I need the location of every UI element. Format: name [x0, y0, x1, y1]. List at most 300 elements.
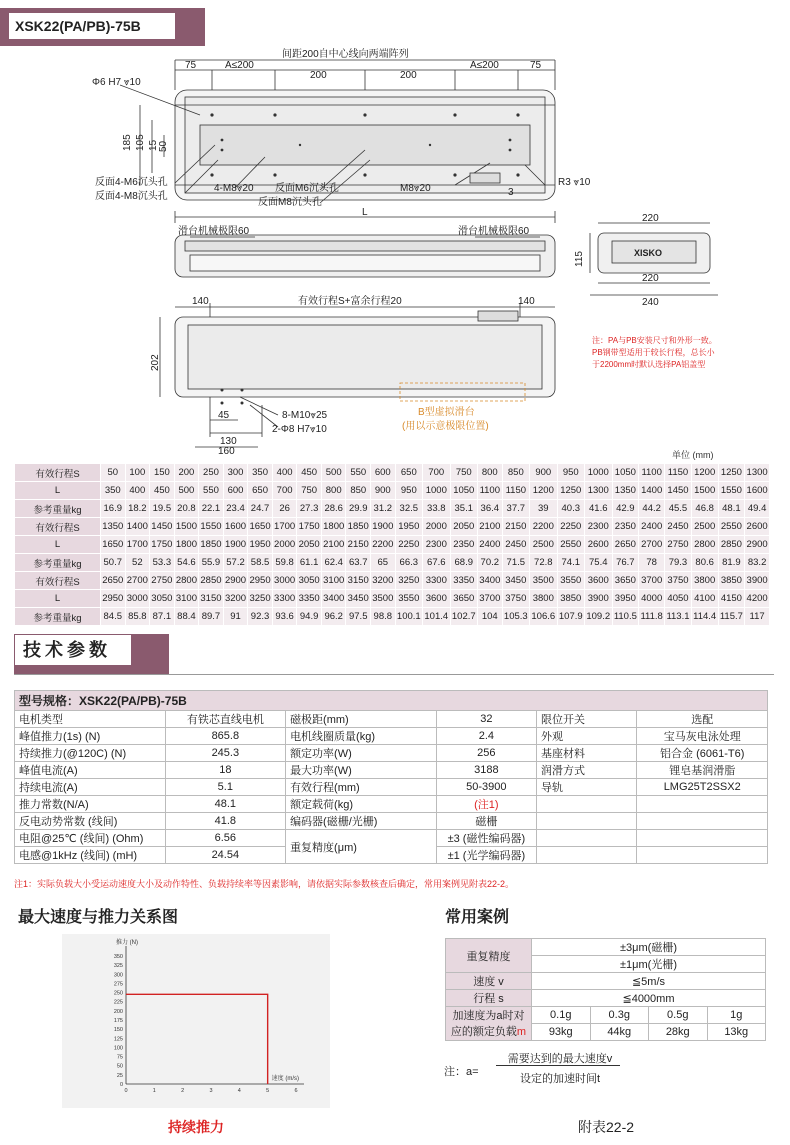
y-tick-label: 125 [113, 1036, 123, 1043]
table-cell: 250 [199, 464, 224, 482]
table-cell: 91 [223, 608, 248, 626]
table-cell: 3100 [321, 572, 346, 590]
spec-label: 导轨 [537, 779, 637, 796]
table-cell: 2650 [101, 572, 126, 590]
spec-value: 选配 [637, 711, 768, 728]
table-cell: 2750 [665, 536, 692, 554]
repeat-value: ±1μm(光栅) [532, 956, 766, 973]
spec-row [15, 762, 768, 779]
table-cell: 49.4 [745, 500, 770, 518]
table-cell: 2900 [223, 572, 248, 590]
spec-label [537, 847, 637, 864]
table-cell: 113.1 [665, 608, 692, 626]
table-cell: 2550 [718, 518, 745, 536]
table-cell: 2250 [557, 518, 584, 536]
table-cell: 900 [371, 482, 396, 500]
spec-value [637, 830, 768, 847]
dim-label: 反面4-M6沉头孔 [95, 177, 168, 188]
table-cell: 1100 [639, 464, 665, 482]
table-cell: 2500 [530, 536, 557, 554]
table-cell: 46.8 [691, 500, 718, 518]
spec-label: 有效行程(mm) [286, 779, 437, 796]
y-axis-label: 推力 (N) [116, 940, 138, 946]
table-cell: 29.9 [346, 500, 371, 518]
table-cell: 110.5 [612, 608, 639, 626]
table-cell: 70.2 [478, 554, 503, 572]
spec-value: 41.8 [165, 813, 285, 830]
table-cell: 83.2 [745, 554, 770, 572]
table-row [15, 482, 770, 500]
table-cell: 650 [248, 482, 273, 500]
row-header: 有效行程S [15, 464, 101, 482]
x-tick-label: 6 [294, 1088, 298, 1094]
y-tick-label: 325 [113, 963, 123, 970]
spec-value: 5.1 [165, 779, 285, 796]
table-cell: 1750 [150, 536, 175, 554]
table-cell: 1250 [718, 464, 745, 482]
y-tick-label: 100 [113, 1045, 123, 1052]
table-cell: 102.7 [450, 608, 477, 626]
table-row [15, 590, 770, 608]
dim-label: 75 [530, 60, 542, 71]
table-cell: 42.9 [612, 500, 639, 518]
x-tick-label: 3 [209, 1088, 213, 1094]
spec-label: 基座材料 [537, 745, 637, 762]
y-tick-label: 225 [113, 999, 123, 1006]
table-cell: 63.7 [346, 554, 371, 572]
table-cell: 600 [371, 464, 396, 482]
fraction-bar [496, 1065, 620, 1066]
table-cell: 1450 [665, 482, 692, 500]
spec-label: 电机类型 [15, 711, 166, 728]
table-cell: 1200 [530, 482, 557, 500]
table-cell: 100.1 [395, 608, 422, 626]
table-cell: 94.9 [297, 608, 322, 626]
table-cell: 104 [478, 608, 503, 626]
y-tick-label: 275 [113, 981, 123, 988]
table-cell: 3300 [423, 572, 450, 590]
table-cell: 3350 [450, 572, 477, 590]
logo-text: XISKO [634, 248, 663, 258]
speed-force-chart [62, 934, 330, 1108]
spec-label: 磁极距(mm) [286, 711, 437, 728]
table-cell: 3050 [150, 590, 175, 608]
table-cell: 500 [321, 464, 346, 482]
spec-label: 反电动势常数 (线间) [15, 813, 166, 830]
spec-row [15, 728, 768, 745]
table-cell: 550 [199, 482, 224, 500]
table-cell: 1250 [557, 482, 584, 500]
y-tick-label: 25 [116, 1072, 123, 1079]
table-cell: 50.7 [101, 554, 126, 572]
table-cell: 3150 [199, 590, 224, 608]
spec-value: 有铁芯直线电机 [165, 711, 285, 728]
table-cell: 1550 [199, 518, 224, 536]
table-cell: 3250 [248, 590, 273, 608]
table-cell: 3750 [665, 572, 692, 590]
spec-value: 50-3900 [436, 779, 536, 796]
x-tick-label: 1 [152, 1088, 156, 1094]
table-cell: 1900 [371, 518, 396, 536]
table-cell: 2850 [718, 536, 745, 554]
table-cell: 150 [150, 464, 175, 482]
table-cell: 111.8 [639, 608, 665, 626]
spec-value: 锂皂基润滑脂 [637, 762, 768, 779]
table-cell: 2400 [478, 536, 503, 554]
spec-value: 865.8 [165, 728, 285, 745]
x-tick-label: 5 [266, 1088, 270, 1094]
table-cell: 3400 [478, 572, 503, 590]
table-cell: 350 [101, 482, 126, 500]
table-cell: 3350 [297, 590, 322, 608]
table-cell: 2800 [691, 536, 718, 554]
table-cell: 750 [450, 464, 477, 482]
table-cell: 3050 [297, 572, 322, 590]
table-cell: 1700 [125, 536, 150, 554]
y-tick-label: 250 [113, 990, 123, 997]
table-cell: 3450 [502, 572, 529, 590]
table-cell: 3600 [585, 572, 612, 590]
y-tick-label: 300 [113, 972, 123, 979]
table-cell: 3000 [125, 590, 150, 608]
table-cell: 1850 [199, 536, 224, 554]
dim-label: 滑台机械极限60 [458, 226, 530, 237]
load-cell: 13kg [707, 1024, 766, 1041]
table-cell: 3650 [450, 590, 477, 608]
table-cell: 68.9 [450, 554, 477, 572]
dim-label: 间距200自中心线向两端阵列 [282, 49, 409, 60]
table-cell: 1200 [691, 464, 718, 482]
table-cell: 1950 [248, 536, 273, 554]
table-row [15, 464, 770, 482]
table-cell: 1000 [585, 464, 612, 482]
dim-label: A≤200 [470, 60, 499, 71]
table-cell: 31.2 [371, 500, 396, 518]
formula-prefix: 注：a= [444, 1066, 479, 1078]
acc-cell: 1g [707, 1007, 766, 1024]
table-cell: 1450 [150, 518, 175, 536]
table-cell: 2100 [321, 536, 346, 554]
table-cell: 41.6 [585, 500, 612, 518]
chart-container [62, 934, 330, 1108]
table-cell: 67.6 [423, 554, 450, 572]
table-cell: 89.7 [199, 608, 224, 626]
table-cell: 32.5 [395, 500, 422, 518]
table-cell: 3800 [530, 590, 557, 608]
dim-label: 140 [518, 296, 535, 307]
table-cell: 1550 [718, 482, 745, 500]
dim-label: 75 [185, 60, 197, 71]
speed-value: ≦5m/s [532, 973, 766, 990]
spec-row [15, 711, 768, 728]
y-tick-label: 175 [113, 1018, 123, 1024]
table-row [15, 518, 770, 536]
acc-cell: 0.5g [649, 1007, 708, 1024]
table-cell: 3550 [557, 572, 584, 590]
spec-label: 电感@1kHz (线间) (mH) [15, 847, 166, 864]
y-tick-label: 50 [116, 1063, 123, 1070]
table-cell: 2300 [423, 536, 450, 554]
spec-label [537, 796, 637, 813]
table-cell: 115.7 [718, 608, 745, 626]
series-line [126, 994, 268, 1084]
table-cell: 22.1 [199, 500, 224, 518]
table-cell: 1150 [665, 464, 692, 482]
table-cell: 4050 [665, 590, 692, 608]
table-cell: 20.8 [174, 500, 199, 518]
table-cell: 84.5 [101, 608, 126, 626]
acc-cell: 0.1g [532, 1007, 591, 1024]
dim-label: 240 [642, 297, 659, 308]
spec-label: 润滑方式 [537, 762, 637, 779]
chart-title: 最大速度与推力关系图 [18, 909, 179, 926]
repeat-label: 重复精度 [446, 939, 532, 973]
table-cell: 105.3 [502, 608, 529, 626]
spec-value: 6.56 [165, 830, 285, 847]
table-cell: 3700 [478, 590, 503, 608]
dim-label: 反面M6沉头孔 [275, 183, 339, 194]
table-cell: 58.5 [248, 554, 273, 572]
table-cell: 98.8 [371, 608, 396, 626]
table-cell: 2350 [612, 518, 639, 536]
dim-label: 105 [135, 134, 146, 151]
row-header: 参考重量kg [15, 554, 101, 572]
table-cell: 1950 [395, 518, 422, 536]
title-bar [0, 8, 205, 46]
table-cell: 850 [346, 482, 371, 500]
table-cell: 3900 [585, 590, 612, 608]
spec-value: 磁栅 [436, 813, 536, 830]
table-cell: 400 [272, 464, 297, 482]
spec-label: 重复精度(μm) [286, 830, 437, 864]
table-row [15, 608, 770, 626]
table-row [15, 536, 770, 554]
dim-label: 140 [192, 296, 209, 307]
spec-value: 18 [165, 762, 285, 779]
spec-model: 型号规格：XSK22(PA/PB)-75B [15, 691, 768, 711]
table-cell: 19.5 [150, 500, 175, 518]
dim-label: 3 [508, 187, 514, 198]
table-cell: 950 [395, 482, 422, 500]
table-cell: 3150 [346, 572, 371, 590]
table-cell: 2650 [612, 536, 639, 554]
dim-label: M8⩔20 [400, 183, 431, 194]
spec-label: 电机线圈质量(kg) [286, 728, 437, 745]
row-header: L [15, 536, 101, 554]
table-cell: 107.9 [557, 608, 584, 626]
spec-label: 限位开关 [537, 711, 637, 728]
table-cell: 1800 [174, 536, 199, 554]
table-cell: 87.1 [150, 608, 175, 626]
table-cell: 1350 [612, 482, 639, 500]
table-cell: 2450 [502, 536, 529, 554]
row-header: 参考重量kg [15, 500, 101, 518]
table-cell: 1050 [450, 482, 477, 500]
spec-value: 24.54 [165, 847, 285, 864]
dim-label: 2-Φ8 H7⩔10 [272, 424, 327, 435]
table-cell: 2400 [639, 518, 665, 536]
table-cell: 2500 [691, 518, 718, 536]
table-cell: 2050 [297, 536, 322, 554]
divider [14, 674, 774, 675]
table-cell: 900 [530, 464, 557, 482]
spec-table [14, 690, 768, 864]
table-row [15, 500, 770, 518]
red-note: 注：PA与PB安装尺寸和外形一致。 [592, 336, 717, 345]
table-cell: 3500 [530, 572, 557, 590]
spec-label: 峰值电流(A) [15, 762, 166, 779]
spec-value: 32 [436, 711, 536, 728]
row-header: 参考重量kg [15, 608, 101, 626]
table-cell: 44.2 [639, 500, 665, 518]
row-header: 有效行程S [15, 572, 101, 590]
spec-value: (注1) [436, 796, 536, 813]
table-cell: 2250 [395, 536, 422, 554]
table-cell: 53.3 [150, 554, 175, 572]
dim-label: 45 [218, 410, 230, 421]
dim-label: Φ6 H7 ⩔10 [92, 77, 141, 88]
x-tick-label: 2 [181, 1088, 185, 1094]
dim-label: 有效行程S+富余行程20 [298, 296, 402, 307]
table-cell: 1300 [745, 464, 770, 482]
table-cell: 400 [125, 482, 150, 500]
table-cell: 300 [223, 464, 248, 482]
spec-value: 铝合金 (6061-T6) [637, 745, 768, 762]
table-cell: 3300 [272, 590, 297, 608]
table-cell: 3200 [371, 572, 396, 590]
speed-label: 速度 v [446, 973, 532, 990]
spec-value: 245.3 [165, 745, 285, 762]
table-cell: 78 [639, 554, 665, 572]
red-note: 于2200mm时默认选择PA铝盖型 [592, 360, 706, 369]
table-row [15, 554, 770, 572]
stroke-value: ≦4000mm [532, 990, 766, 1007]
section-bar [14, 634, 169, 674]
table-cell: 3200 [223, 590, 248, 608]
spec-value: 宝马灰电泳处理 [637, 728, 768, 745]
table-cell: 39 [530, 500, 557, 518]
table-cell: 3450 [346, 590, 371, 608]
acc-cell: 0.3g [590, 1007, 649, 1024]
table-cell: 1000 [423, 482, 450, 500]
load-cell: 44kg [590, 1024, 649, 1041]
table-cell: 2700 [125, 572, 150, 590]
table-cell: 650 [395, 464, 422, 482]
table-cell: 100 [125, 464, 150, 482]
y-tick-label: 75 [116, 1054, 123, 1061]
row-header: L [15, 482, 101, 500]
table-cell: 62.4 [321, 554, 346, 572]
spec-row [15, 813, 768, 830]
table-cell: 3600 [423, 590, 450, 608]
table-cell: 2000 [272, 536, 297, 554]
table-cell: 75.4 [585, 554, 612, 572]
table-cell: 109.2 [585, 608, 612, 626]
table-cell: 2550 [557, 536, 584, 554]
table-cell: 93.6 [272, 608, 297, 626]
spec-label: 峰值推力(1s) (N) [15, 728, 166, 745]
y-tick-label: 350 [113, 954, 123, 960]
spec-label: 额定功率(W) [286, 745, 437, 762]
table-cell: 1100 [478, 482, 503, 500]
dim-label: 200 [400, 70, 417, 81]
x-axis-label: 速度 (m/s) [271, 1076, 300, 1082]
table-cell: 57.2 [223, 554, 248, 572]
dim-label: 115 [574, 251, 585, 267]
dim-label: 220 [642, 213, 659, 224]
dim-label: 185 [122, 134, 133, 151]
table-cell: 55.9 [199, 554, 224, 572]
table-cell: 106.6 [530, 608, 557, 626]
load-label-m: m [516, 1025, 527, 1038]
table-cell: 2600 [585, 536, 612, 554]
table-cell: 88.4 [174, 608, 199, 626]
spec-label: 持续电流(A) [15, 779, 166, 796]
spec-label: 额定载荷(kg) [286, 796, 437, 813]
table-cell: 48.1 [718, 500, 745, 518]
spec-row [15, 745, 768, 762]
table-cell: 33.8 [423, 500, 450, 518]
table-cell: 2050 [450, 518, 477, 536]
table-cell: 800 [321, 482, 346, 500]
table-cell: 3900 [745, 572, 770, 590]
table-cell: 2900 [745, 536, 770, 554]
table-cell: 2100 [478, 518, 503, 536]
table-cell: 59.8 [272, 554, 297, 572]
table-cell: 61.1 [297, 554, 322, 572]
table-cell: 18.2 [125, 500, 150, 518]
dim-label: 130 [220, 436, 237, 447]
repeat-value: ±3μm(磁栅) [532, 939, 766, 956]
spec-row [15, 830, 768, 847]
dim-label: 50 [158, 140, 169, 152]
table-cell: 92.3 [248, 608, 273, 626]
technical-drawing [0, 45, 790, 455]
dim-label: 反面M8沉头孔 [258, 197, 322, 208]
table-cell: 1600 [223, 518, 248, 536]
table-cell: 2200 [530, 518, 557, 536]
table-cell: 36.4 [478, 500, 503, 518]
table-cell: 1350 [101, 518, 126, 536]
table-cell: 2950 [248, 572, 273, 590]
table-cell: 3250 [395, 572, 422, 590]
table-cell: 750 [297, 482, 322, 500]
table-cell: 80.6 [691, 554, 718, 572]
dim-label: 15 [148, 139, 159, 151]
table-cell: 3100 [174, 590, 199, 608]
table-cell: 1600 [745, 482, 770, 500]
table-cell: 114.4 [691, 608, 718, 626]
table-cell: 3750 [502, 590, 529, 608]
table-cell: 3850 [718, 572, 745, 590]
table-cell: 54.6 [174, 554, 199, 572]
dim-label: A≤200 [225, 60, 254, 71]
table-cell: 26 [272, 500, 297, 518]
table-cell: 35.1 [450, 500, 477, 518]
table-cell: 1150 [502, 482, 529, 500]
y-tick-label: 150 [113, 1027, 123, 1034]
dim-label: 220 [642, 273, 659, 284]
table-cell: 2700 [639, 536, 665, 554]
x-tick-label: 0 [124, 1088, 128, 1094]
table-cell: 85.8 [125, 608, 150, 626]
table-cell: 850 [502, 464, 529, 482]
spec-value: ±1 (光学编码器) [436, 847, 536, 864]
spec-label: 外观 [537, 728, 637, 745]
table-cell: 81.9 [718, 554, 745, 572]
footer-label: 附表22-2 [578, 1119, 635, 1135]
footnote: 注1：实际负载大小受运动速度大小及动作特性、负载持续率等因素影响，请依据实际参数核查后确定，常用案例见附表22-2。 [14, 879, 515, 889]
